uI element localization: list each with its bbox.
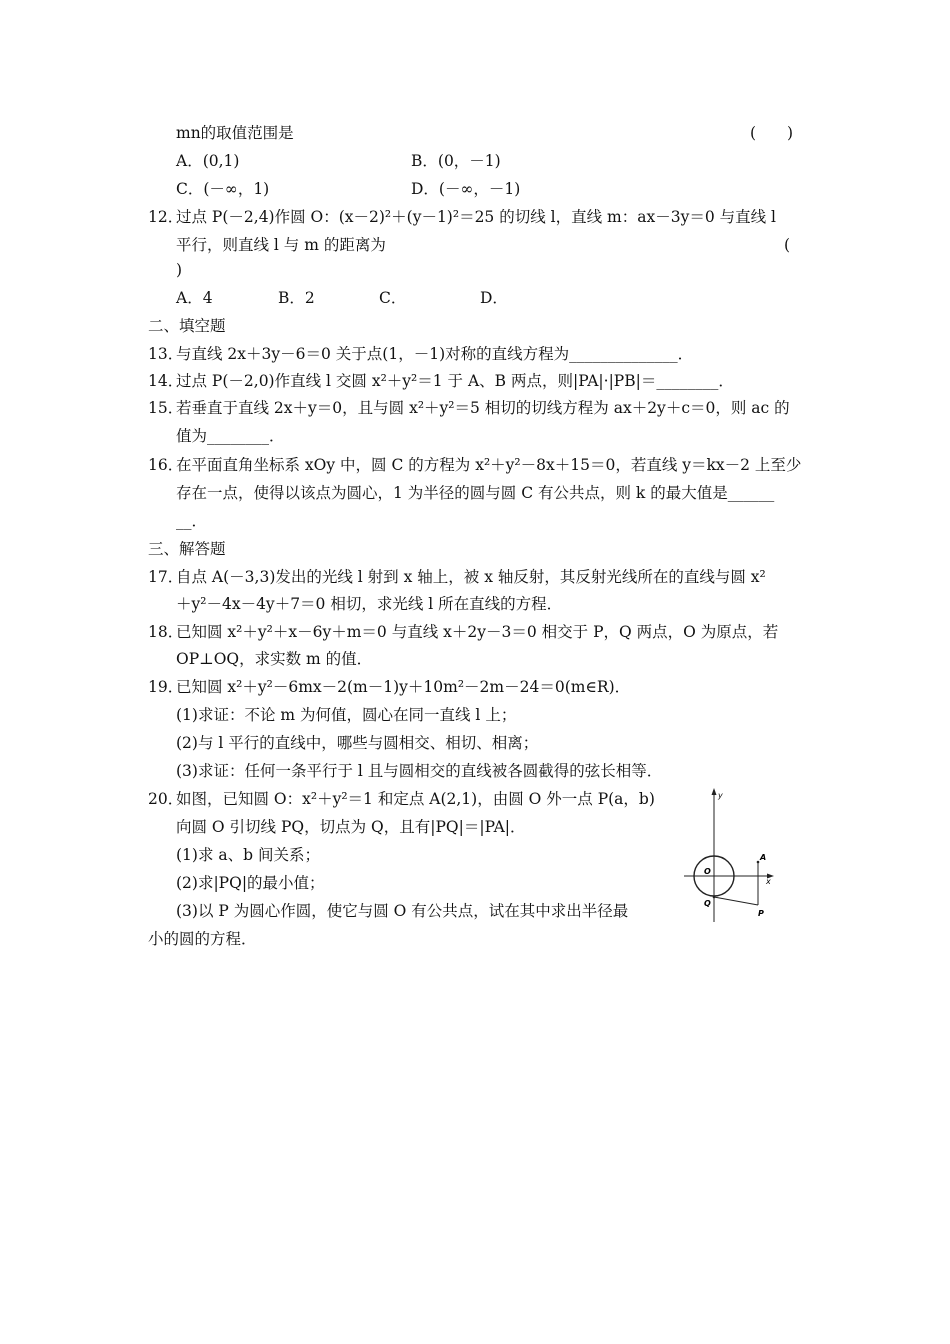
tangent-pq [714,897,758,905]
q16-line3: __． [176,512,208,530]
q20-line1: 如图，已知圆 O：x²＋y²＝1 和定点 A(2,1)，由圆 O 外一点 P(a，b) [176,790,655,808]
q17-line2: ＋y²－4x－4y＋7＝0 相切，求光线 l 所在直线的方程． [176,595,563,613]
q15-line2: 值为________． [176,427,285,445]
q11-option-a: A．(0,1) [176,152,240,170]
q17-line1: 自点 A(－3,3)发出的光线 l 射到 x 轴上，被 x 轴反射，其反射光线所在的直线与圆 x² [176,568,766,586]
q11-answer-paren: ( ) [750,124,794,142]
q13-line1: 与直线 2x＋3y－6＝0 关于点(1，－1)对称的直线方程为______________． [176,345,694,363]
label-q: Q [704,899,711,908]
point-a [757,861,760,864]
q15-number: 15． [148,399,184,417]
section-fill-in-heading: 二、填空题 [148,317,226,335]
q12-paren-open: ( [784,236,791,254]
q14-number: 14． [148,372,184,390]
q12-option-d: D． [480,289,508,307]
q16-line1: 在平面直角坐标系 xOy 中，圆 C 的方程为 x²＋y²－8x＋15＝0，若直线 y＝kx－2 上至少 [176,456,802,474]
q11-text: mn的取值范围是 [176,124,294,142]
q20-sub1: (1)求 a、b 间关系； [176,846,320,864]
point-q [713,896,716,899]
q20-sub3-continued: 小的圆的方程． [148,930,257,948]
q16-number: 16． [148,456,184,474]
q19-sub2: (2)与 l 平行的直线中，哪些与圆相交、相切、相离； [176,734,539,752]
q20-sub3: (3)以 P 为圆心作圆，使它与圆 O 有公共点，试在其中求出半径最 [176,902,629,920]
label-a: A [760,853,767,862]
q20-line2: 向圆 O 引切线 PQ，切点为 Q，且有|PQ|＝|PA|． [176,818,526,836]
q16-line2: 存在一点，使得以该点为圆心，1 为半径的圆与圆 C 有公共点，则 k 的最大值是______ [176,484,775,502]
label-p: P [758,909,764,918]
q11-option-c: C．(－∞，1) [176,180,270,198]
q17-number: 17． [148,568,184,586]
label-x: x [766,877,771,886]
q20-figure [676,786,780,924]
q18-line2: OP⊥OQ，求实数 m 的值． [176,650,373,668]
q19-number: 19． [148,678,184,696]
q12-option-b: B．2 [278,289,315,307]
label-o: O [704,867,711,876]
q19-sub3: (3)求证：任何一条平行于 l 且与圆相交的直线被各圆截得的弦长相等． [176,762,663,780]
q14-line1: 过点 P(－2,0)作直线 l 交圆 x²＋y²＝1 于 A、B 两点，则|PA|·|PB|＝________． [176,372,734,390]
q15-line1: 若垂直于直线 2x＋y＝0，且与圆 x²＋y²＝5 相切的切线方程为 ax＋2y＋c＝0，则 ac 的 [176,399,790,417]
q12-line1: 过点 P(－2,4)作圆 O：(x－2)²＋(y－1)²＝25 的切线 l，直线 m：ax－3y＝0 与直线 l [176,208,777,226]
q12-number: 12． [148,208,184,226]
q11-option-b: B．(0，－1) [411,152,501,170]
label-y: y [718,791,723,800]
q18-number: 18． [148,623,184,641]
q20-number: 20． [148,790,184,808]
q19-line1: 已知圆 x²＋y²－6mx－2(m－1)y＋10m²－2m－24＝0(m∈R)． [176,678,631,696]
y-axis-arrow-icon [712,788,717,795]
q12-option-c: C． [379,289,407,307]
q12-paren-close: ) [176,261,183,279]
q18-line1: 已知圆 x²＋y²＋x－6y＋m＝0 与直线 x＋2y－3＝0 相交于 P，Q 两点，O 为原点，若 [176,623,779,641]
section-solution-heading: 三、解答题 [148,540,226,558]
q13-number: 13． [148,345,184,363]
q19-sub1: (1)求证：不论 m 为何值，圆心在同一直线 l 上； [176,706,517,724]
q12-line2: 平行，则直线 l 与 m 的距离为 [176,236,386,254]
q12-option-a: A．4 [176,289,213,307]
q11-option-d: D．(－∞，－1) [411,180,521,198]
q20-sub2: (2)求|PQ|的最小值； [176,874,325,892]
